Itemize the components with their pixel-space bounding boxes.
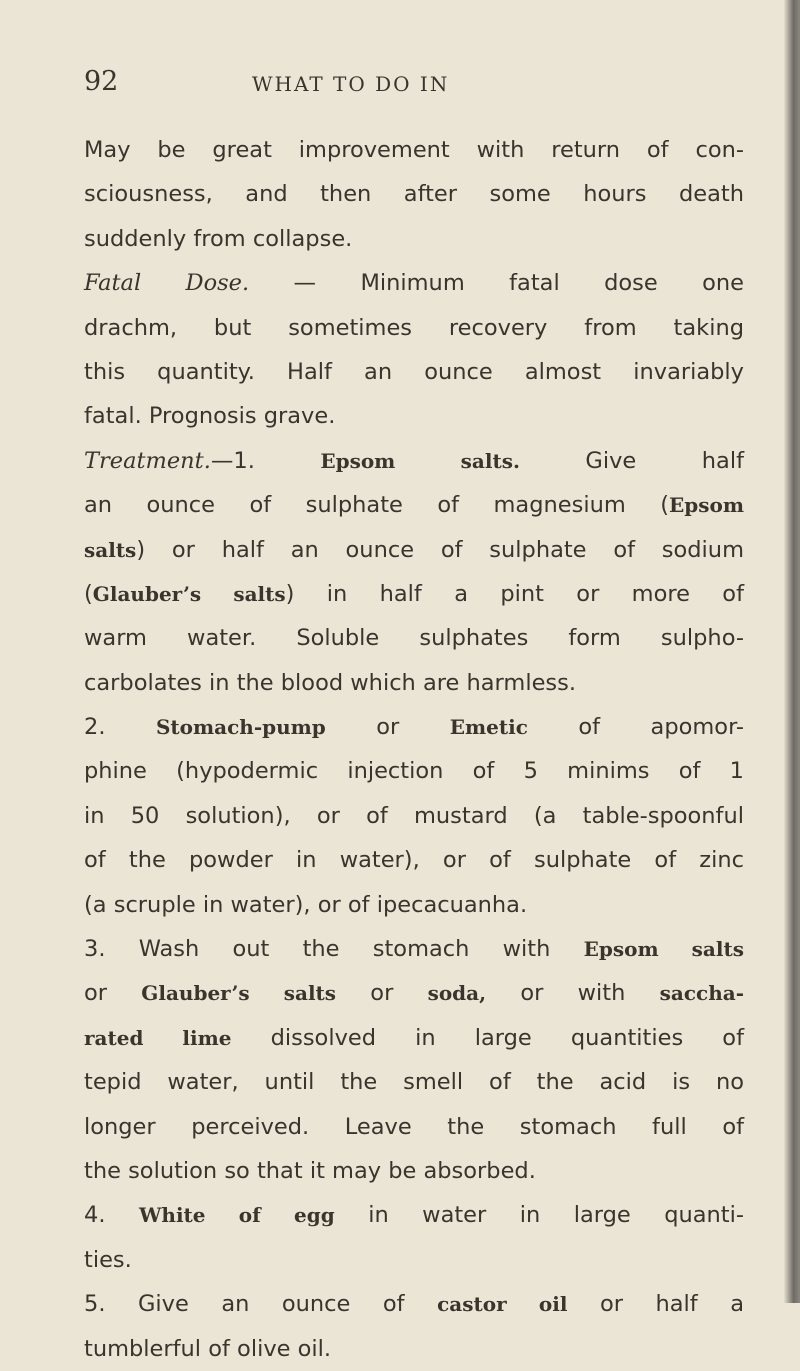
text-line: ties. (84, 1246, 132, 1273)
text-line: May be great improvement with return of con- (84, 137, 744, 163)
bold-term: salts (84, 537, 137, 562)
bold-term: Emetic (449, 715, 528, 740)
text-line: tepid water, until the smell of the acid is no (84, 1069, 744, 1096)
text-line: the solution so that it may be absorbed. (84, 1157, 536, 1184)
text-line: (a scruple in water), or of ipecacuanha. (84, 891, 528, 918)
bold-term: Epsom salts. (320, 448, 520, 473)
text-line: longer perceived. Leave the stomach full of (84, 1113, 744, 1140)
bold-term: Epsom (669, 493, 744, 518)
bold-term: Glauber’s salts (92, 581, 286, 606)
text-line: sciousness, and then after some hours death (84, 181, 744, 208)
text-line: in 50 solution), or of mustard (a table-spoonful (84, 802, 744, 829)
body-text (84, 128, 744, 1371)
bold-term: Glauber’s salts (141, 981, 337, 1006)
text-line: carbolates in the blood which are harmless. (84, 669, 577, 696)
text-line: warm water. Soluble sulphates form sulpho- (84, 625, 744, 652)
bold-term: soda, (427, 981, 487, 1006)
italic-heading: Treatment. (84, 447, 211, 474)
text-line: 2. Stomach-pump or Emetic of apomor- (84, 714, 745, 741)
text-line: this quantity. Half an ounce almost invariably (84, 358, 744, 385)
running-head: WHAT TO DO IN (252, 72, 450, 96)
page-number: 92 (84, 66, 119, 97)
text-line: fatal. Prognosis grave. (84, 403, 336, 430)
text-line: phine (hypodermic injection of 5 minims of 1 (84, 758, 744, 785)
text-line: 3. Wash out the stomach with Epsom salts (84, 936, 744, 963)
page-edge-shadow (784, 0, 800, 1303)
text-line: 4. White of egg in water in large quanti- (84, 1202, 745, 1229)
bold-term: rated lime (84, 1025, 232, 1050)
text-line: suddenly from collapse. (84, 225, 353, 252)
text-line: (Glauber’s salts) in half a pint or more of (84, 580, 744, 607)
bold-term: saccha- (659, 981, 744, 1006)
text-line: Fatal Dose. — Minimum fatal dose one (84, 270, 744, 297)
text-line: an ounce of sulphate of magnesium (Epsom (84, 492, 744, 519)
text-line: tumblerful of olive oil. (84, 1335, 332, 1362)
text-line: Treatment.—1. Epsom salts. Give half (84, 447, 744, 474)
bold-term: White of egg (138, 1203, 335, 1228)
bold-term: castor oil (437, 1292, 568, 1317)
italic-heading: Fatal Dose. (84, 270, 250, 297)
text-line: drachm, but sometimes recovery from taking (84, 314, 744, 341)
text-line: salts) or half an ounce of sulphate of sodium (84, 536, 744, 563)
bold-term: Stomach-pump (155, 715, 326, 740)
bold-term: Epsom salts (583, 937, 744, 962)
text-line: 5. Give an ounce of castor oil or half a (84, 1291, 745, 1318)
text-line: or Glauber’s salts or soda, or with saccha- (84, 980, 744, 1007)
page-header (84, 66, 740, 106)
text-line: rated lime dissolved in large quantities of (84, 1024, 744, 1051)
text-line: of the powder in water), or of sulphate of zinc (84, 847, 744, 874)
